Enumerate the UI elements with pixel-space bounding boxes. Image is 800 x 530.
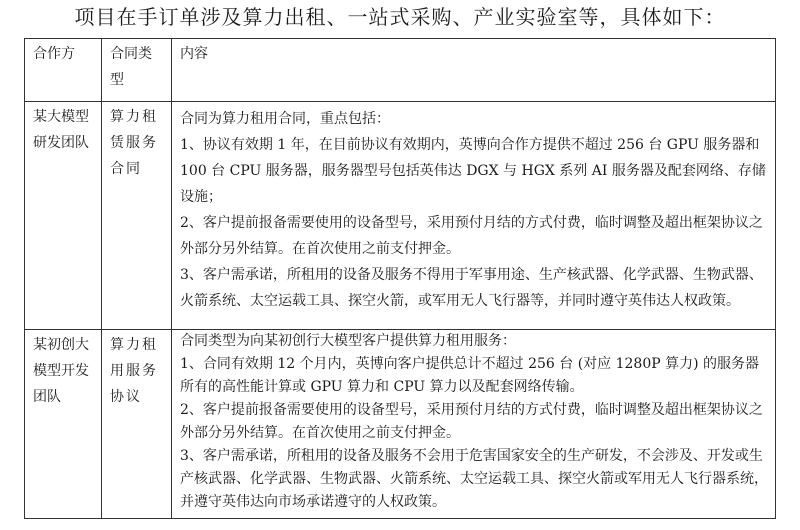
page-heading: 项目在手订单涉及算力出租、一站式采购、产业实验室等，具体如下： bbox=[74, 5, 726, 29]
partner-cell bbox=[25, 330, 102, 519]
contract-type-cell bbox=[102, 330, 172, 519]
partner-cell bbox=[25, 102, 102, 330]
header-content-cell bbox=[172, 39, 776, 102]
table-row bbox=[25, 102, 776, 330]
content-paragraph: 1、合同有效期 12 个月内，英博向客户提供总计不超过 256 台 (对应 1280P 算力) 的服务器所有的高性能计算或 GPU 算力和 CPU 算力以及配套网络传输。 bbox=[180, 356, 760, 395]
header-contract-type-cell bbox=[102, 39, 172, 102]
contract-type: 算力租用服务协议 bbox=[110, 337, 158, 405]
content-paragraph: 合同为算力租用合同，重点包括： bbox=[180, 111, 390, 127]
content-paragraph: 2、客户提前报备需要使用的设备型号，采用预付月结的方式付费，临时调整及超出框架协议之外部分另外结算。在首次使用之前支付押金。 bbox=[180, 215, 763, 257]
header-content: 内容 bbox=[180, 46, 208, 62]
content-paragraph: 3、客户需承诺，所租用的设备及服务不会用于危害国家安全的生产研发，不会涉及、开发或生产核武器、化学武器、生物武器、火箭系统、太空运载工具、探空火箭或军用无人飞行器系统，并遵守英伟达向市场承诺遵守的人权政策。 bbox=[180, 448, 768, 510]
contract-type-cell bbox=[102, 102, 172, 330]
partner-name: 某初创大模型开发团队 bbox=[33, 337, 89, 405]
content-paragraph: 2、客户提前报备需要使用的设备型号，采用预付月结的方式付费，临时调整及超出框架协议之外部分另外结算。在首次使用之前支付押金。 bbox=[180, 402, 763, 441]
content-paragraph: 1、协议有效期 1 年，在目前协议有效期内，英博向合作方提供不超过 256 台 GPU 服务器和 100 台 CPU 服务器，服务器型号包括英伟达 DGX 与 HGX 系列 AI 服务器及配套网络、存储设施； bbox=[180, 137, 766, 205]
contracts-table bbox=[24, 38, 776, 519]
content-paragraph: 合同类型为向某初创行大模型客户提供算力租用服务： bbox=[180, 333, 516, 349]
header-contract-type: 合同类型 bbox=[110, 46, 152, 88]
table-header-row bbox=[25, 39, 776, 102]
content-paragraph: 3、客户需承诺，所租用的设备及服务不得用于军事用途、生产核武器、化学武器、生物武器、火箭系统、太空运载工具、探空火箭，或军用无人飞行器等，并同时遵守英伟达人权政策。 bbox=[180, 267, 763, 309]
header-partner-cell bbox=[25, 39, 102, 102]
content-cell bbox=[172, 102, 776, 330]
partner-name: 某大模型研发团队 bbox=[33, 109, 89, 151]
header-partner: 合作方 bbox=[33, 46, 75, 62]
contract-type: 算力租赁服务合同 bbox=[110, 109, 158, 177]
content-cell bbox=[172, 330, 776, 519]
table-row bbox=[25, 330, 776, 519]
